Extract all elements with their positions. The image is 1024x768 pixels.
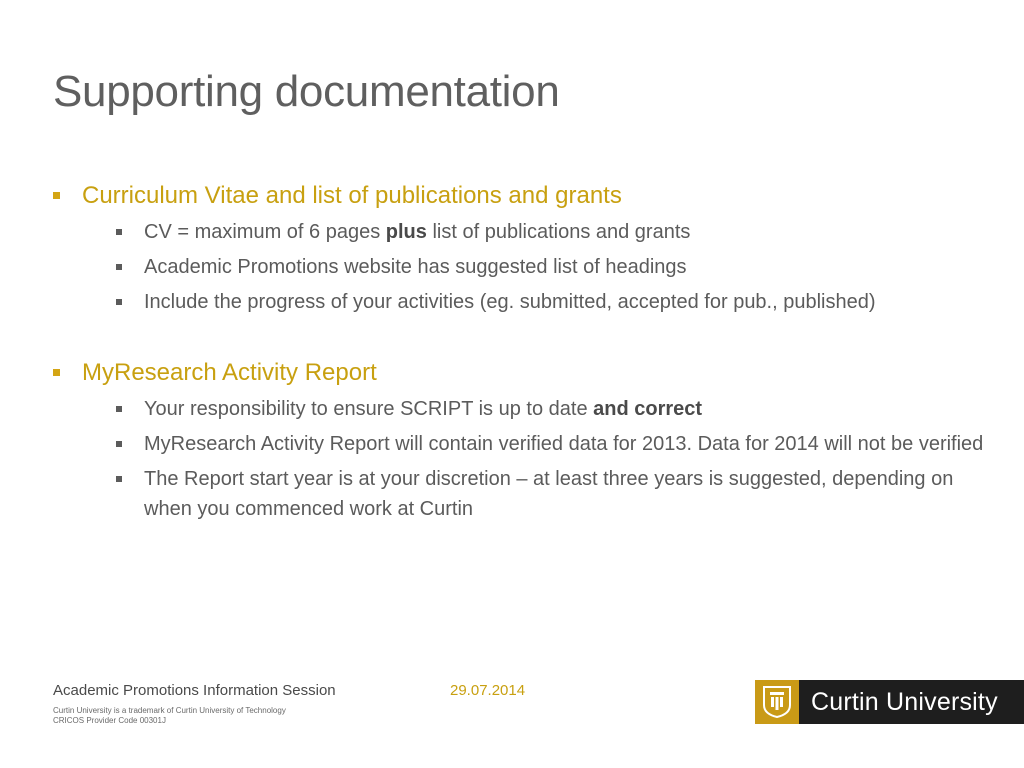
curtin-logo: [755, 680, 1024, 724]
footer-legal: [53, 706, 286, 726]
sub-bullet-text: Your responsibility to ensure SCRIPT is up to date: [144, 398, 594, 420]
sub-bullet-item: [114, 464, 993, 524]
square-bullet-icon: [116, 229, 122, 235]
slide-content: [53, 181, 993, 529]
square-bullet-icon: [116, 406, 122, 412]
square-bullet-icon: [53, 192, 60, 199]
cricos-code: CRICOS Provider Code 00301J: [53, 716, 166, 725]
square-bullet-icon: [116, 264, 122, 270]
square-bullet-icon: [53, 369, 60, 376]
sub-bullet-text: The Report start year is at your discretion – at least three years is suggested, depending on when you commenced work at Curtin: [144, 468, 954, 520]
sub-bullet-item: [114, 252, 993, 282]
section-spacer: [53, 322, 993, 358]
sub-bullet-bold-text: plus: [385, 221, 427, 243]
slide-title: Supporting documentation: [53, 67, 560, 116]
footer-date: 29.07.2014: [450, 682, 526, 699]
bullet-heading-text: MyResearch Activity Report: [82, 359, 377, 386]
sub-bullet-text: Include the progress of your activities (eg. submitted, accepted for pub., published): [144, 291, 876, 313]
sub-bullet-list: [114, 394, 993, 524]
sub-bullet-bold-text: and correct: [593, 398, 703, 420]
sub-bullet-item: [114, 394, 993, 424]
bullet-heading-myresearch: [53, 358, 993, 388]
sub-bullet-item: [114, 429, 993, 459]
sub-bullet-item: [114, 217, 993, 247]
square-bullet-icon: [116, 476, 122, 482]
sub-bullet-list: [114, 217, 993, 317]
sub-bullet-text: list of publications and grants: [426, 221, 691, 243]
footer-session-title: Academic Promotions Information Session: [53, 682, 336, 699]
square-bullet-icon: [116, 299, 122, 305]
sub-bullet-text: CV = maximum of 6 pages: [144, 221, 386, 243]
bullet-heading-text: Curriculum Vitae and list of publications and grants: [82, 182, 622, 209]
sub-bullet-text: Academic Promotions website has suggested list of headings: [144, 256, 687, 278]
bullet-heading-cv: [53, 181, 993, 211]
curtin-logo-text: Curtin University: [799, 680, 1024, 724]
sub-bullet-text: MyResearch Activity Report will contain verified data for 2013. Data for 2014 will not be verified: [144, 433, 984, 455]
curtin-crest-icon: [755, 680, 799, 724]
sub-bullet-item: [114, 287, 993, 317]
trademark-notice: Curtin University is a trademark of Curtin University of Technology: [53, 706, 286, 715]
crest-shield-icon: [762, 685, 792, 719]
square-bullet-icon: [116, 441, 122, 447]
